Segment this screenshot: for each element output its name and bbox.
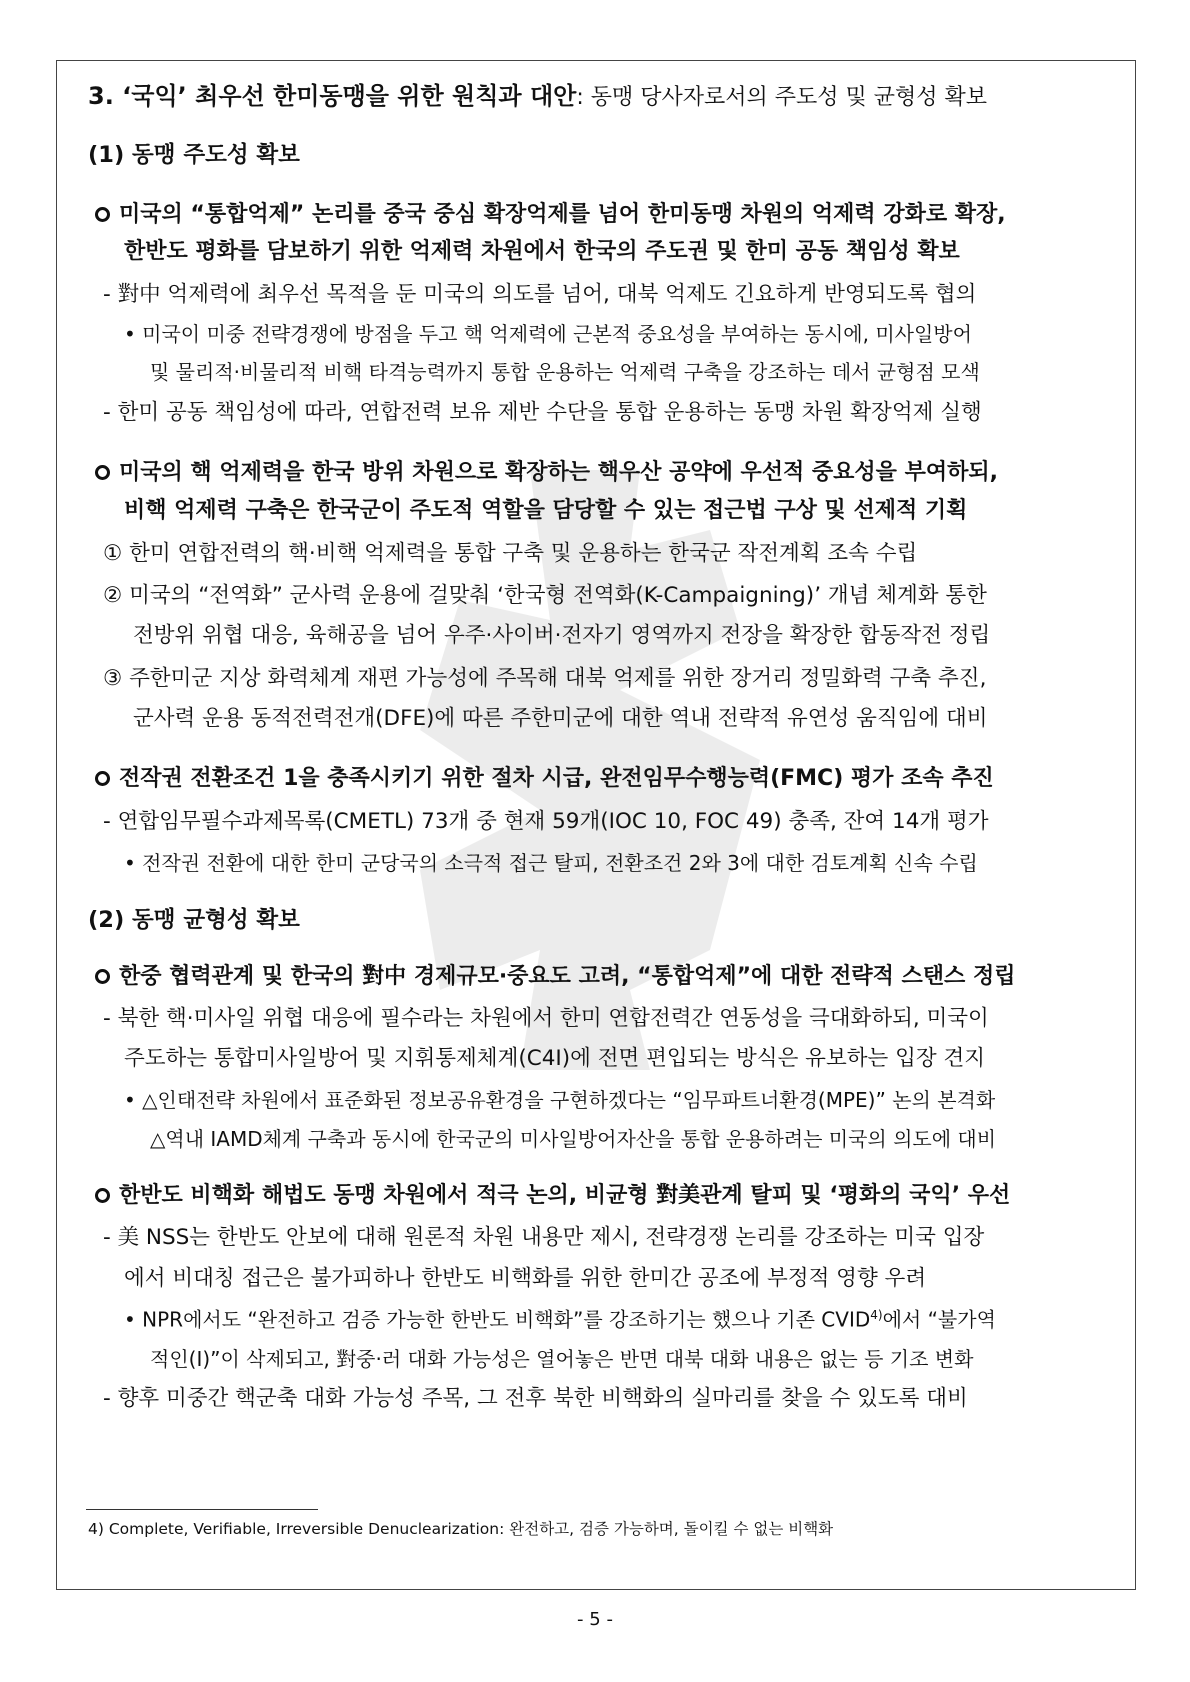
watermark-logo bbox=[380, 430, 800, 1090]
footnote: 4) Complete, Verifiable, Irreversible Denuclearization: 완전하고, 검증 가능하며, 돌이킬 수 없는 비핵화 bbox=[88, 1520, 834, 1538]
part1-bullet1-dash2: - 한미 공동 책임성에 따라, 연합전력 보유 제반 수단을 통합 운용하는 동맹 차원 확장억제 실행 bbox=[103, 400, 982, 425]
section-title: 3. ‘국익’ 최우선 한미동맹을 위한 원칙과 대안: 동맹 당사자로서의 주도성 및 균형성 확보 bbox=[88, 82, 987, 110]
part2-bullet2-dash1-line1: - 美 NSS는 한반도 안보에 대해 원론적 차원 내용만 제시, 전략경쟁 논리를 강조하는 미국 입장 bbox=[103, 1225, 985, 1250]
footnote-ref[interactable]: 4) bbox=[870, 1308, 883, 1322]
part1-bullet2-item2-line1: ② 미국의 “전역화” 군사력 운용에 걸맞춰 ‘한국형 전역화(K-Campaigning)’ 개념 체계화 통한 bbox=[103, 583, 987, 608]
part1-bullet2-item1: ① 한미 연합전력의 핵·비핵 억제력을 통합 구축 및 운용하는 한국군 작전계획 조속 수립 bbox=[103, 541, 918, 566]
part1-bullet3-line1: 전작권 전환조건 1을 충족시키기 위한 절차 시급, 완전임무수행능력(FMC) 평가 조속 추진 bbox=[95, 768, 994, 790]
part1-bullet2-item3-line2: 군사력 운용 동적전력전개(DFE)에 따른 주한미군에 대한 역내 전략적 유연성 움직임에 대비 bbox=[133, 706, 988, 731]
part1-bullet3-sub1: • 전작권 전환에 대한 한미 군당국의 소극적 접근 탈피, 전환조건 2와 3에 대한 검토계획 신속 수립 bbox=[124, 851, 978, 875]
part1-bullet1-sub1-line2: 및 물리적·비물리적 비핵 타격능력까지 통합 운용하는 억제력 구축을 강조하는 데서 균형점 모색 bbox=[150, 360, 980, 384]
part1-heading: (1) 동맹 주도성 확보 bbox=[88, 142, 300, 168]
part2-bullet2-sub1-line1: • NPR에서도 “완전하고 검증 가능한 한반도 비핵화”를 강조하기는 했으나 기존 CVID$^{4)}$에서 “불가역 bbox=[124, 1307, 996, 1332]
part1-bullet2-line2: 비핵 억제력 구축은 한국군이 주도적 역할을 담당할 수 있는 접근법 구상 및 선제적 기획 bbox=[124, 498, 968, 523]
part1-bullet1-dash1: - 對中 억제력에 최우선 목적을 둔 미국의 의도를 넘어, 대북 억제도 긴요하게 반영되도록 협의 bbox=[103, 282, 977, 307]
hollow-circle-icon bbox=[95, 969, 110, 984]
part2-bullet2-sub1-line2: 적인(I)”이 삭제되고, 對중·러 대화 가능성은 열어놓은 반면 대북 대화 내용은 없는 등 기조 변화 bbox=[150, 1347, 974, 1371]
part2-bullet2-line1: 한반도 비핵화 해법도 동맹 차원에서 적극 논의, 비균형 對美관계 탈피 및 ‘평화의 국익’ 우선 bbox=[95, 1185, 1010, 1207]
part1-bullet1-line1: 미국의 “통합억제” 논리를 중국 중심 확장억제를 넘어 한미동맹 차원의 억제력 강화로 확장, bbox=[95, 204, 1006, 226]
part1-bullet2-line1: 미국의 핵 억제력을 한국 방위 차원으로 확장하는 핵우산 공약에 우선적 중요성을 부여하되, bbox=[95, 462, 998, 484]
hollow-circle-icon bbox=[95, 207, 110, 222]
part2-heading: (2) 동맹 균형성 확보 bbox=[88, 907, 300, 933]
page-number: - 5 - bbox=[577, 1609, 613, 1630]
part2-bullet1-sub1-line2: △역내 IAMD체계 구축과 동시에 한국군의 미사일방어자산을 통합 운용하려는 미국의 의도에 대비 bbox=[150, 1127, 997, 1151]
hollow-circle-icon bbox=[95, 771, 110, 786]
hollow-circle-icon bbox=[95, 465, 110, 480]
part2-bullet2-dash2: - 향후 미중간 핵군축 대화 가능성 주목, 그 전후 북한 비핵화의 실마리를 찾을 수 있도록 대비 bbox=[103, 1386, 968, 1411]
part2-bullet1-sub1-line1: • △인태전략 차원에서 표준화된 정보공유환경을 구현하겠다는 “임무파트너환경(MPE)” 논의 본격화 bbox=[124, 1088, 996, 1112]
part2-bullet1-dash1-line1: - 북한 핵·미사일 위협 대응에 필수라는 차원에서 한미 연합전력간 연동성을 극대화하되, 미국이 bbox=[103, 1006, 989, 1031]
part1-bullet3-dash1: - 연합임무필수과제목록(CMETL) 73개 중 현재 59개(IOC 10, FOC 49) 충족, 잔여 14개 평가 bbox=[103, 809, 989, 834]
footnote-divider bbox=[86, 1509, 318, 1510]
part2-bullet1-dash1-line2: 주도하는 통합미사일방어 및 지휘통제체계(C4I)에 전면 편입되는 방식은 유보하는 입장 견지 bbox=[124, 1046, 986, 1071]
hollow-circle-icon bbox=[95, 1188, 110, 1203]
part1-bullet1-line2: 한반도 평화를 담보하기 위한 억제력 차원에서 한국의 주도권 및 한미 공동 책임성 확보 bbox=[124, 239, 960, 264]
part1-bullet1-sub1-line1: • 미국이 미중 전략경쟁에 방점을 두고 핵 억제력에 근본적 중요성을 부여하는 동시에, 미사일방어 bbox=[124, 322, 972, 346]
part1-bullet2-item2-line2: 전방위 위협 대응, 육해공을 넘어 우주·사이버·전자기 영역까지 전장을 확장한 합동작전 정립 bbox=[133, 623, 991, 648]
part2-bullet2-dash1-line2: 에서 비대칭 접근은 불가피하나 한반도 비핵화를 위한 한미간 공조에 부정적 영향 우려 bbox=[124, 1266, 927, 1291]
part2-bullet1-line1: 한중 협력관계 및 한국의 對中 경제규모·중요도 고려, “통합억제”에 대한 전략적 스탠스 정립 bbox=[95, 966, 1015, 988]
part1-bullet2-item3-line1: ③ 주한미군 지상 화력체계 재편 가능성에 주목해 대북 억제를 위한 장거리 정밀화력 구축 추진, bbox=[103, 666, 987, 691]
